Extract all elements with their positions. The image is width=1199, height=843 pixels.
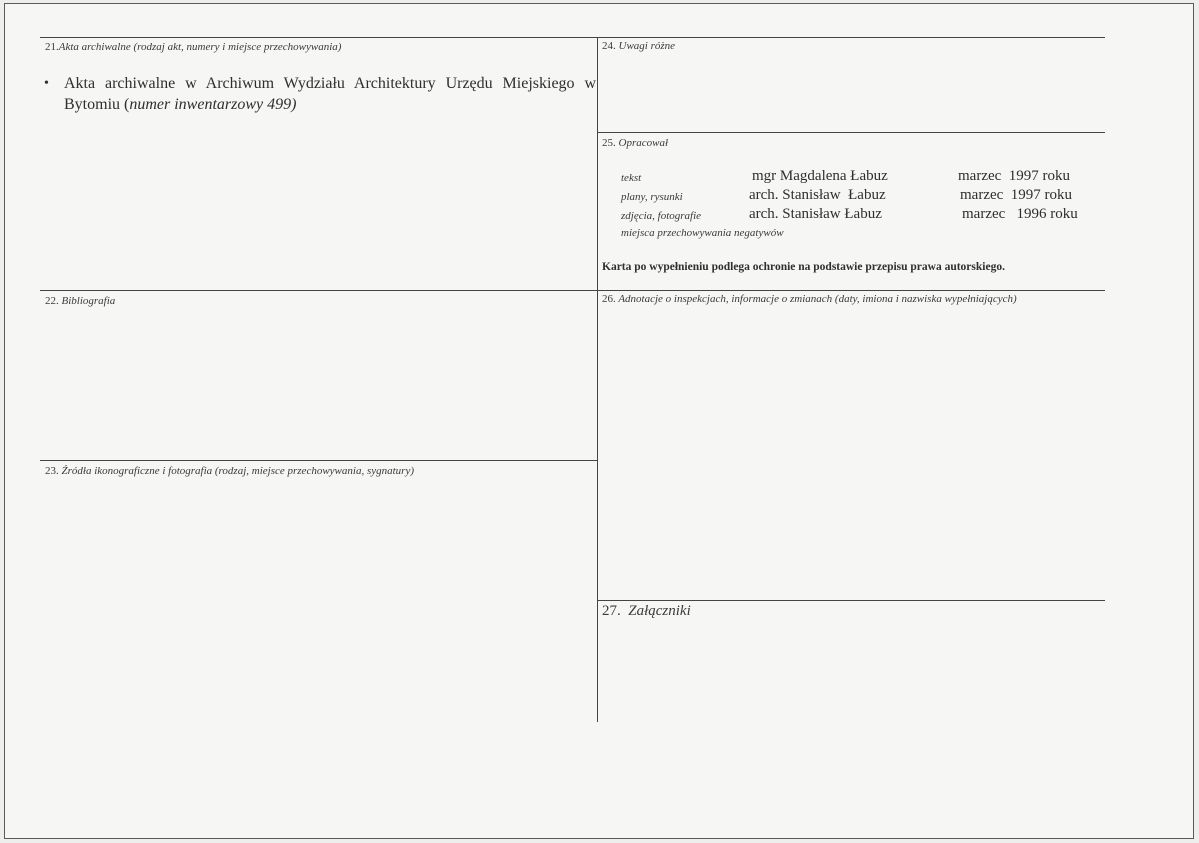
section-26-title: Adnotacje o inspekcjach, informacje o zmianach (daty, imiona i nazwiska wypełniających) (618, 293, 1017, 305)
middle-rule (40, 290, 1105, 291)
archival-entry (44, 73, 596, 115)
prep-name-photos: arch. Stanisław Łabuz (749, 206, 882, 222)
section-25-number: 25. (602, 137, 616, 149)
section-25-label (602, 137, 668, 149)
section-24-label (602, 40, 675, 52)
prep-key-text: tekst (621, 172, 642, 184)
rule-24-25 (597, 132, 1105, 133)
prep-date-text: marzec 1997 roku (958, 168, 1071, 184)
prep-name-plans: arch. Stanisław Łabuz (749, 187, 886, 203)
archival-entry-inventory: numer inwentarzowy 499) (129, 96, 297, 113)
section-26-label (602, 293, 1017, 305)
bullet-icon: • (44, 76, 49, 91)
prep-date-photos: marzec 1996 roku (962, 206, 1078, 222)
section-25-title: Opracował (618, 137, 668, 149)
section-24-title: Uwagi różne (618, 40, 676, 52)
copyright-note: Karta po wypełnieniu podlega ochronie na podstawie przepisu prawa autorskiego. (602, 261, 1005, 273)
section-23-number: 23. (45, 465, 59, 477)
section-21-label (45, 41, 341, 53)
section-26-number: 26. (602, 293, 616, 305)
section-22-label (45, 295, 115, 307)
archival-entry-text: Akta archiwalne w Archiwum Wydziału Architektury Urzędu Miejskiego w Bytomiu ( (64, 75, 596, 113)
section-22-number: 22. (45, 295, 59, 307)
prep-date-plans: marzec 1997 roku (960, 187, 1073, 203)
negatives-label: miejsca przechowywania negatywów (621, 227, 784, 239)
section-27-number: 27. (602, 603, 621, 619)
section-27-title: Załączniki (628, 603, 691, 619)
rule-26-27 (597, 600, 1105, 601)
prep-name-text: mgr Magdalena Łabuz (752, 168, 888, 184)
column-divider (597, 37, 598, 722)
section-24-number: 24. (602, 40, 616, 52)
section-21-title: Akta archiwalne (rodzaj akt, numery i miejsce przechowywania) (58, 41, 342, 53)
section-22-title: Bibliografia (61, 295, 116, 307)
section-23-title: Źródła ikonograficzne i fotografia (rodzaj, miejsce przechowywania, sygnatury) (61, 465, 414, 477)
rule-22-23 (40, 460, 597, 461)
prep-key-plans: plany, rysunki (621, 191, 683, 203)
section-21-number: 21. (45, 41, 59, 53)
top-rule (40, 37, 1105, 38)
section-23-label (45, 465, 414, 477)
prep-key-photos: zdjęcia, fotografie (621, 210, 702, 222)
record-card-page (4, 3, 1194, 839)
section-27-label (602, 603, 691, 620)
